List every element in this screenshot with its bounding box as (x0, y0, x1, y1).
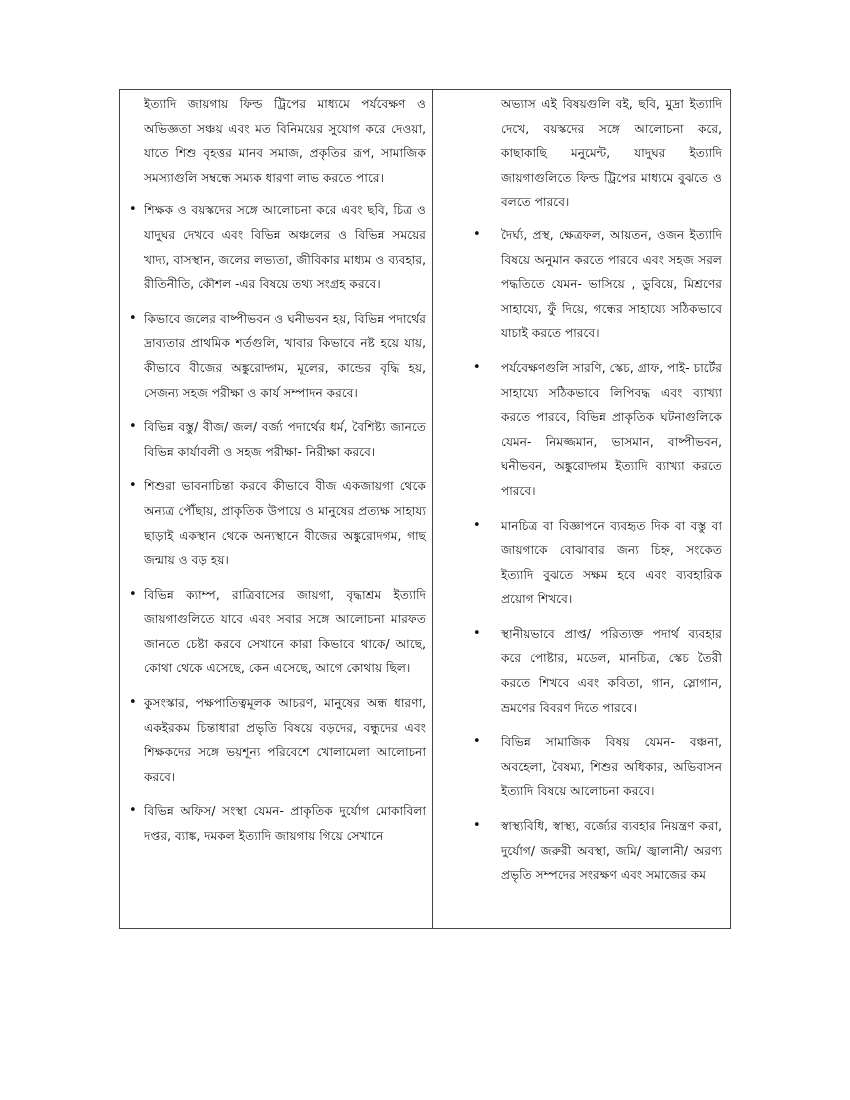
list-item (120, 474, 426, 572)
bullet-icon: • (129, 803, 137, 819)
left-continuation-text: ইত্যাদি জায়গায় ফিল্ড ট্রিপের মাধ্যমে পর্যবেক্ষণ ও অভিজ্ঞতা সঞ্চয় এবং মত বিনিময়ের সুযোগ করে দেওয়া, যাতে শিশু বৃহত্তর মানব সমাজ, প্রকৃতির রূপ, সামাজিক সমস্যাগুলি সম্বন্ধে সম্যক ধারণা লাভ করতে পারে। (144, 97, 426, 185)
bullet-icon: • (129, 478, 137, 494)
list-item-text: শিক্ষক ও বয়স্কদের সঙ্গে আলোচনা করে এবং ছবি, চিত্র ও যাদুঘর দেখবে এবং বিভিন্ন অঞ্চলের ও বিভিন্ন সময়ের খাদ্য, বাসস্থান, জলের লভ্যতা, জীবিকার মাধ্যম ও ব্যবহার, রীতিনীতি, কৌশল -এর বিষয়ে তথ্য সংগ্রহ করবে। (144, 203, 426, 292)
list-item-text: বিভিন্ন অফিস/ সংস্থা যেমন- প্রাকৃতিক দুর্যোগ মোকাবিলা দপ্তর, ব্যাঙ্ক, দমকল ইত্যাদি জায়গায় গিয়ে সেখানে (144, 804, 426, 844)
bullet-icon: • (129, 695, 137, 711)
left-column (120, 90, 433, 928)
bullet-icon: • (129, 419, 137, 435)
bullet-icon: • (473, 818, 481, 834)
bullet-icon: • (473, 226, 481, 242)
bullet-icon: • (129, 202, 137, 218)
list-item (120, 307, 426, 405)
list-item (120, 583, 426, 681)
right-column (433, 90, 730, 928)
list-item-text: শিশুরা ভাবনাচিন্তা করবে কীভাবে বীজ একজায়গা থেকে অন্যত্র পৌঁছায়, প্রাকৃতিক উপায়ে ও মানুষের প্রত্যক্ষ সাহায্য ছাড়াই একস্থান থেকে অন্যস্থানে বীজের অঙ্কুরোদগম, গাছ জন্মায় ও বড় হয়। (144, 479, 426, 568)
list-item-text: স্থানীয়ভাবে প্রাপ্ত/ পরিত্যক্ত পদার্থ ব্যবহার করে পোষ্টার, মডেল, মানচিত্র, স্কেচ তৈরী করতে শিখবে এবং কবিতা, গান, স্লোগান, ভ্রমণের বিবরণ দিতে পারবে। (501, 626, 722, 715)
list-item (120, 415, 426, 464)
list-item (433, 356, 722, 504)
list-item (433, 730, 722, 804)
list-item (433, 622, 722, 720)
content-table (119, 89, 731, 929)
list-item-text: দৈর্ঘ্য, প্রস্থ, ক্ষেত্রফল, আয়তন, ওজন ইত্যাদি বিষয়ে অনুমান করতে পারবে এবং সহজ সরল পদ্ধতিতে যেমন- ভাসিয়ে , ডুবিয়ে, মিশ্রণের সাহায্যে, ফুঁ দিয়ে, গন্ধের সাহায্যে সঠিকভাবে যাচাই করতে পারবে। (501, 227, 722, 341)
list-item-text: মানচিত্র বা বিজ্ঞাপনে ব্যবহৃত দিক বা বস্তু বা জায়গাকে বোঝাবার জন্য চিহ্ন, সংকেত ইত্যাদি বুঝতে সক্ষম হবে এবং ব্যবহারিক প্রয়োগ শিখবে। (501, 518, 722, 607)
bullet-icon: • (473, 734, 481, 750)
bullet-icon: • (129, 310, 137, 326)
bullet-icon: • (473, 625, 481, 641)
list-item-text: বিভিন্ন সামাজিক বিষয় যেমন- বঞ্চনা, অবহেলা, বৈষম্য, শিশুর অধিকার, অভিবাসন ইত্যাদি বিষয়ে আলোচনা করবে। (501, 735, 722, 799)
bullet-icon: • (129, 586, 137, 602)
list-item (433, 223, 722, 346)
list-item (120, 799, 426, 848)
list-item-text: স্বাস্থ্যবিধি, স্বাস্থ্য, বর্জ্যের ব্যবহার নিয়ন্ত্রণ করা, দুর্যোগ/ জরুরী অবস্থা, জমি/ জ্বালানী/ অরণ্য প্রভৃতি সম্পদের সংরক্ষণ এবং সমাজের কম (501, 819, 722, 883)
list-item-text: পর্যবেক্ষণগুলি সারণি, স্কেচ, গ্রাফ, পাই- চার্টের সাহায্যে সঠিকভাবে লিপিবদ্ধ এবং ব্যাখ্যা করতে পারবে, বিভিন্ন প্রাকৃতিক ঘটনাগুলিকে যেমন- নিমজ্জমান, ভাসমান, বাষ্পীভবন, ঘনীভবন, অঙ্কুরোদ্গম ইত্যাদি ব্যাখ্যা করতে পারবে। (501, 360, 722, 498)
bullet-icon: • (473, 359, 481, 375)
list-item-text: কিভাবে জলের বাষ্পীভবন ও ঘনীভবন হয়, বিভিন্ন পদার্থের দ্রাব্যতার প্রাথমিক শর্তগুলি, খাবার কিভাবে নষ্ট হয়ে যায়, কীভাবে বীজের অঙ্কুরোদ্গম, মূলের, কান্ডের বৃদ্ধি হয়, সেজন্য সহজ পরীক্ষা ও কার্য সম্পাদন করবে। (144, 311, 426, 400)
list-item-text: বিভিন্ন ক্যাম্প, রাত্রিবাসের জায়গা, বৃদ্ধাশ্রম ইত্যাদি জায়গাগুলিতে যাবে এবং সবার সঙ্গে আলোচনা মারফত জানতে চেষ্টা করবে সেখানে কারা কিভাবে থাকে/ আছে, কোথা থেকে এসেছে, কেন এসেছে, আগে কোথায় ছিল। (144, 587, 426, 676)
bullet-icon: • (473, 517, 481, 533)
list-item (433, 514, 722, 612)
list-item (433, 814, 722, 888)
list-item-text: বিভিন্ন বস্তু/ বীজ/ জল/ বর্জ্য পদার্থের ধর্ম, বৈশিষ্ট্য জানতে বিভিন্ন কার্যাবলী ও সহজ পরীক্ষা- নিরীক্ষা করবে। (144, 420, 426, 459)
list-item-text: কুসংস্কার, পক্ষপাতিত্বমূলক আচরণ, মানুষের অন্ধ ধারণা, একইরকম চিন্তাধারা প্রভৃতি বিষয়ে বড়দের, বন্ধুদের এবং শিক্ষকদের সঙ্গে ভয়শূন্য পরিবেশে খোলামেলা আলোচনা করবে। (144, 696, 426, 784)
list-item (120, 198, 426, 296)
list-item (120, 691, 426, 789)
right-continuation-text: অভ্যাস এই বিষয়গুলি বই, ছবি, মুদ্রা ইত্যাদি দেখে, বয়স্কদের সঙ্গে আলোচনা করে, কাছাকাছি মনুমেন্ট, যাদুঘর ইত্যাদি জায়গাগুলিতে ফিল্ড ট্রিপের মাধ্যমে বুঝতে ও বলতে পারবে। (501, 97, 722, 210)
